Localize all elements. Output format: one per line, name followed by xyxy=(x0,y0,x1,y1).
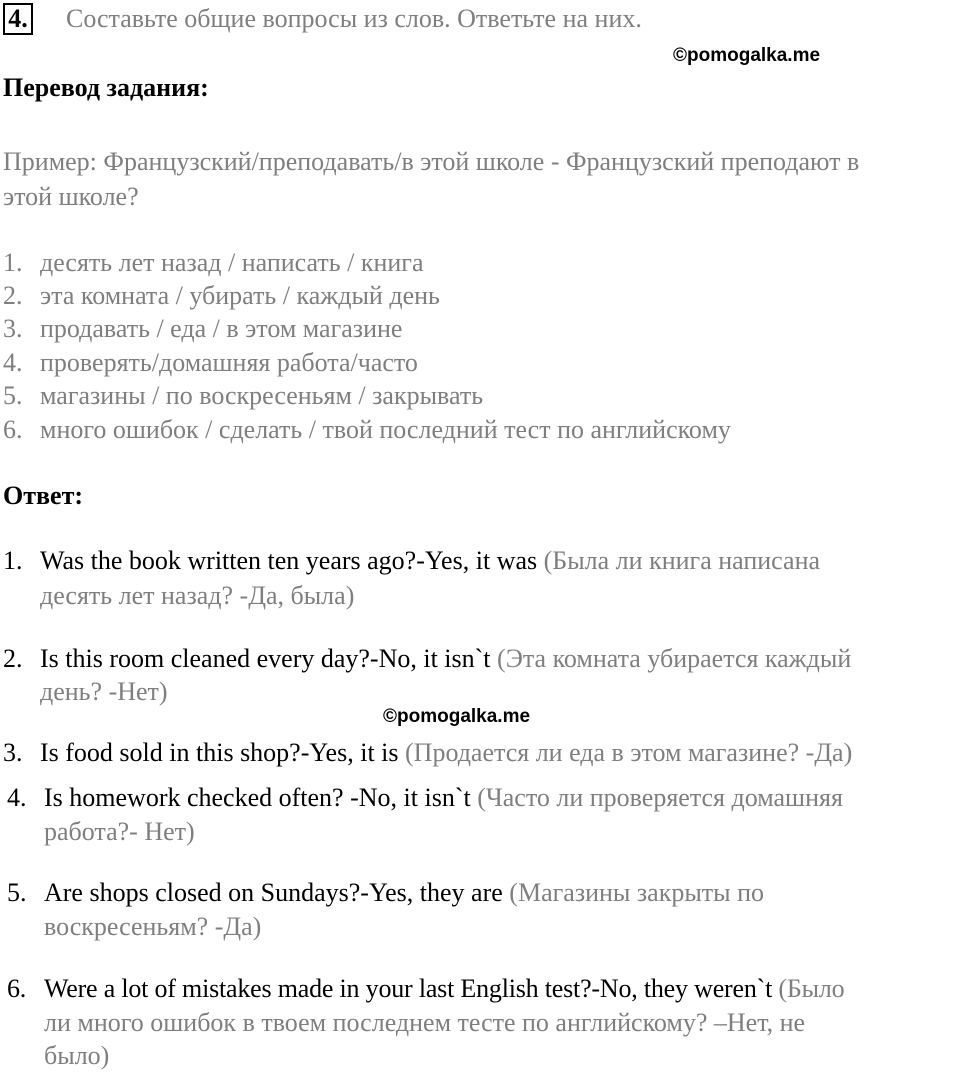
item-number: 3. xyxy=(3,314,23,343)
answer-russian-cont: ли много ошибок в твоем последнем тесте по английскому? –Нет, не xyxy=(44,1008,806,1037)
example-line-1: Пример: Французский/преподавать/в этой школе - Французский преподают в xyxy=(3,147,860,176)
answer-russian-cont: было) xyxy=(44,1041,110,1070)
answer-russian: (Магазины закрыты по xyxy=(502,878,765,907)
answer-item xyxy=(3,643,851,675)
translation-item xyxy=(3,380,483,412)
answer-number: 3. xyxy=(3,738,23,767)
answer-number: 1. xyxy=(3,546,23,575)
answer-english: Are shops closed on Sundays?-Yes, they are xyxy=(44,878,503,907)
watermark-top: ©pomogalka.me xyxy=(673,45,821,66)
answer-number: 5. xyxy=(7,878,27,907)
answer-item xyxy=(7,973,844,1005)
item-text: много ошибок / сделать / твой последний тест по английскому xyxy=(40,415,731,444)
item-text: магазины / по воскресеньям / закрывать xyxy=(40,381,484,410)
task-number-box: 4. xyxy=(3,3,33,35)
answer-item xyxy=(7,782,843,814)
task-instruction: Составьте общие вопросы из слов. Ответьте на них. xyxy=(66,4,642,33)
answer-russian: (Было xyxy=(772,974,845,1003)
item-text: десять лет назад / написать / книга xyxy=(40,248,424,277)
answer-item xyxy=(3,737,852,769)
item-number: 2. xyxy=(3,281,23,310)
answer-number: 6. xyxy=(7,974,27,1003)
translation-item xyxy=(3,247,424,279)
item-number: 4. xyxy=(3,348,23,377)
answer-russian-cont: десять лет назад? -Да, была) xyxy=(40,581,355,610)
answer-english: Was the book written ten years ago?-Yes, it was xyxy=(40,546,538,575)
answer-russian: (Часто ли проверяется домашняя xyxy=(470,783,843,812)
translation-item xyxy=(3,347,418,379)
item-text: эта комната / убирать / каждый день xyxy=(40,281,440,310)
answer-english: Is homework checked often? -No, it isn`t xyxy=(44,783,471,812)
item-number: 1. xyxy=(3,248,23,277)
answer-heading: Ответ: xyxy=(3,481,84,510)
answer-russian-cont: день? -Нет) xyxy=(40,677,168,706)
answer-item xyxy=(7,877,764,909)
item-number: 6. xyxy=(3,415,23,444)
translation-heading: Перевод задания: xyxy=(3,73,209,102)
item-text: проверять/домашняя работа/часто xyxy=(40,348,418,377)
translation-item xyxy=(3,280,440,312)
answer-number: 2. xyxy=(3,644,23,673)
answer-item xyxy=(3,545,820,577)
item-text: продавать / еда / в этом магазине xyxy=(40,314,403,343)
example-line-2: этой школе? xyxy=(3,182,139,211)
translation-item xyxy=(3,313,402,345)
answer-english: Were a lot of mistakes made in your last English test?-No, they weren`t xyxy=(44,974,773,1003)
translation-item xyxy=(3,414,731,446)
answer-russian: (Эта комната убирается каждый xyxy=(490,644,852,673)
answer-russian-cont: работа?- Нет) xyxy=(44,817,195,846)
answer-english: Is food sold in this shop?-Yes, it is xyxy=(40,738,399,767)
answer-number: 4. xyxy=(7,783,27,812)
answer-russian: (Продается ли еда в этом магазине? -Да) xyxy=(398,738,853,767)
item-number: 5. xyxy=(3,381,23,410)
answer-russian: (Была ли книга написана xyxy=(537,546,821,575)
watermark-middle: ©pomogalka.me xyxy=(383,706,531,727)
answer-english: Is this room cleaned every day?-No, it isn`t xyxy=(40,644,491,673)
answer-russian-cont: воскресеньям? -Да) xyxy=(44,912,262,941)
